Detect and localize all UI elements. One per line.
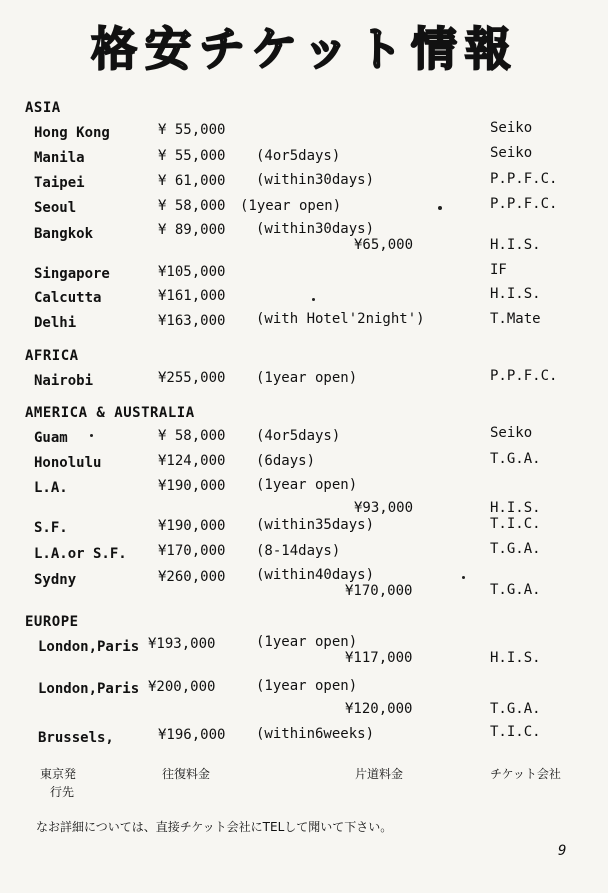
- round-trip-price: ¥193,000: [148, 636, 216, 652]
- ticket-agent: T.I.C.: [490, 516, 541, 532]
- city-name: Calcutta: [34, 290, 102, 306]
- ticket-agent: IF: [490, 262, 507, 278]
- ticket-agent: Seiko: [490, 120, 533, 136]
- section-heading-europe: EUROPE: [25, 614, 79, 630]
- city-name: L.A.: [34, 480, 68, 496]
- city-name: Taipei: [34, 175, 85, 191]
- condition-note: (within35days): [256, 517, 375, 533]
- section-heading-america-australia: AMERICA & AUSTRALIA: [25, 405, 195, 421]
- condition-note: (with Hotel'2night'): [256, 311, 425, 327]
- condition-note: (within40days): [256, 567, 375, 583]
- city-name: S.F.: [34, 520, 68, 536]
- round-trip-price: ¥ 61,000: [158, 173, 226, 189]
- section-heading-asia: ASIA: [25, 100, 61, 116]
- ticket-agent: H.I.S.: [490, 286, 541, 302]
- scan-speck: [90, 434, 93, 437]
- ticket-agent: T.G.A.: [490, 701, 541, 717]
- ticket-agent: H.I.S.: [490, 500, 541, 516]
- city-name: Bangkok: [34, 226, 94, 242]
- city-name: Hong Kong: [34, 125, 110, 141]
- legend-one-way: 片道料金: [355, 767, 404, 781]
- city-name: Honolulu: [34, 455, 102, 471]
- round-trip-price: ¥ 55,000: [158, 122, 226, 138]
- round-trip-price: ¥ 55,000: [158, 148, 226, 164]
- city-name: Sydny: [34, 572, 77, 588]
- ticket-agent: P.P.F.C.: [490, 368, 558, 384]
- legend-round-trip: 往復料金: [162, 767, 211, 781]
- round-trip-price: ¥190,000: [158, 478, 226, 494]
- footer-note: なお詳細については、直接チケット会社にTELして聞いて下さい。: [36, 820, 393, 834]
- round-trip-price: ¥ 58,000: [158, 428, 226, 444]
- legend-departure: 東京発: [40, 767, 77, 781]
- condition-note: (within30days): [256, 172, 375, 188]
- condition-note: (1year open): [256, 678, 358, 694]
- round-trip-price: ¥124,000: [158, 453, 226, 469]
- ticket-agent: H.I.S.: [490, 237, 541, 253]
- condition-note: (8-14days): [256, 543, 341, 559]
- condition-note: (1year open): [256, 370, 358, 386]
- city-name: Delhi: [34, 315, 77, 331]
- condition-note: (1year open): [256, 477, 358, 493]
- ticket-agent: T.Mate: [490, 311, 541, 327]
- ticket-agent: H.I.S.: [490, 650, 541, 666]
- city-name: London,Paris: [38, 639, 140, 655]
- round-trip-price: ¥196,000: [158, 727, 226, 743]
- legend-destination: 行先: [50, 785, 75, 799]
- ticket-agent: T.G.A.: [490, 541, 541, 557]
- round-trip-price: ¥161,000: [158, 288, 226, 304]
- scan-speck: [312, 298, 315, 301]
- condition-note: (1year open): [256, 634, 358, 650]
- condition-note: (within30days): [256, 221, 375, 237]
- round-trip-price: ¥ 58,000: [158, 198, 226, 214]
- round-trip-price: ¥260,000: [158, 569, 226, 585]
- scan-speck: [438, 206, 442, 210]
- round-trip-price: ¥255,000: [158, 370, 226, 386]
- city-name: Brussels,: [38, 730, 114, 746]
- ticket-agent: T.I.C.: [490, 724, 541, 740]
- condition-note: (within6weeks): [256, 726, 375, 742]
- city-name: L.A.or S.F.: [34, 546, 127, 562]
- round-trip-price: ¥200,000: [148, 679, 216, 695]
- one-way-price: ¥93,000: [354, 500, 414, 516]
- city-name: Seoul: [34, 200, 77, 216]
- page-title: 格安チケット情報: [91, 22, 519, 76]
- scan-speck: [462, 576, 465, 579]
- round-trip-price: ¥105,000: [158, 264, 226, 280]
- round-trip-price: ¥163,000: [158, 313, 226, 329]
- condition-note: (6days): [256, 453, 316, 469]
- one-way-price: ¥117,000: [345, 650, 413, 666]
- condition-note: (1year open): [240, 198, 342, 214]
- ticket-agent: Seiko: [490, 425, 533, 441]
- section-heading-africa: AFRICA: [25, 348, 79, 364]
- ticket-agent: Seiko: [490, 145, 533, 161]
- one-way-price: ¥170,000: [345, 583, 413, 599]
- city-name: Singapore: [34, 266, 110, 282]
- ticket-agent: T.G.A.: [490, 582, 541, 598]
- round-trip-price: ¥170,000: [158, 543, 226, 559]
- city-name: Nairobi: [34, 373, 94, 389]
- one-way-price: ¥65,000: [354, 237, 414, 253]
- one-way-price: ¥120,000: [345, 701, 413, 717]
- round-trip-price: ¥ 89,000: [158, 222, 226, 238]
- legend-ticket-company: チケット会社: [490, 767, 561, 781]
- ticket-agent: P.P.F.C.: [490, 196, 558, 212]
- condition-note: (4or5days): [256, 148, 341, 164]
- ticket-agent: T.G.A.: [490, 451, 541, 467]
- condition-note: (4or5days): [256, 428, 341, 444]
- round-trip-price: ¥190,000: [158, 518, 226, 534]
- ticket-agent: P.P.F.C.: [490, 171, 558, 187]
- page-number: 9: [558, 843, 567, 859]
- city-name: London,Paris: [38, 681, 140, 697]
- city-name: Guam: [34, 430, 68, 446]
- city-name: Manila: [34, 150, 85, 166]
